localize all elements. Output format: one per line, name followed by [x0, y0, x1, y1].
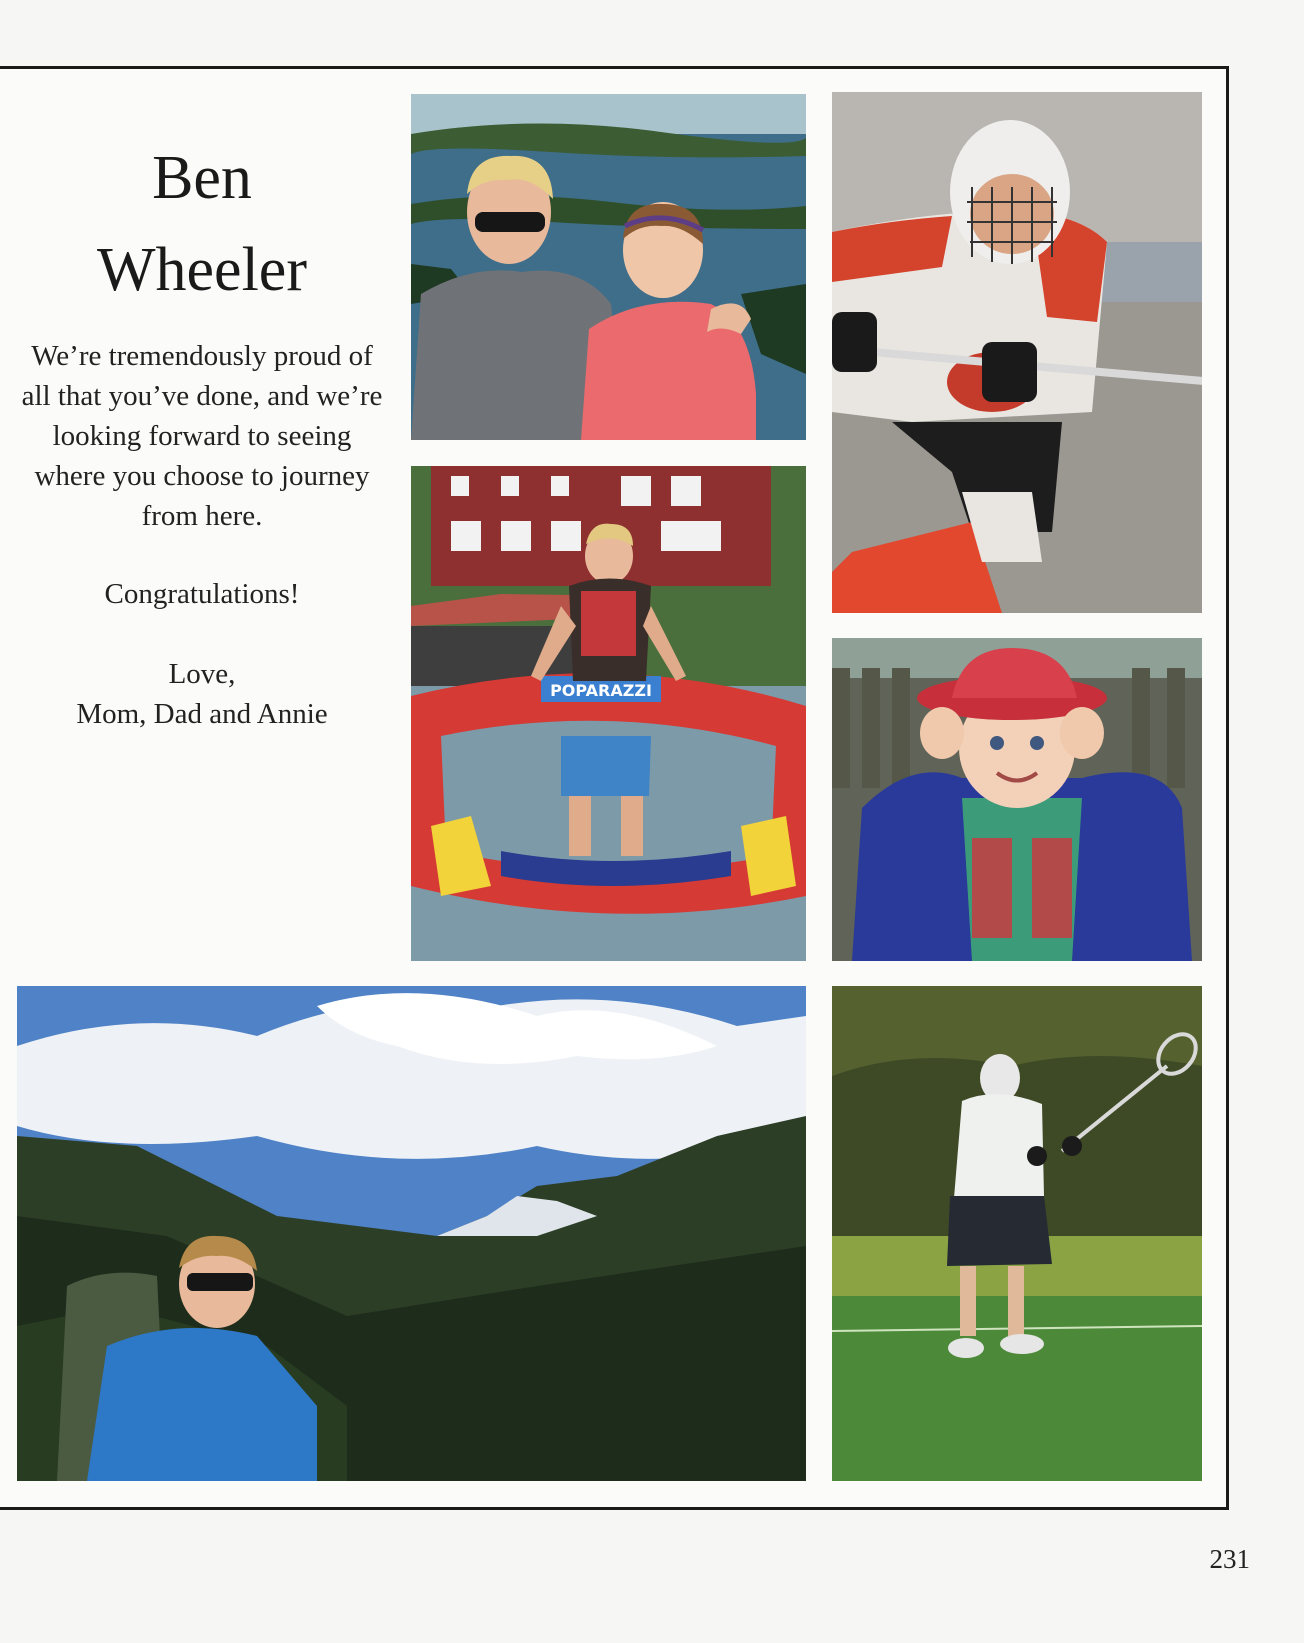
page-number: 231: [1209, 1544, 1250, 1574]
photo-water-tube: [411, 466, 806, 961]
congratulations-text: Congratulations!: [104, 578, 300, 610]
signoff-line-2: Mom, Dad and Annie: [76, 698, 328, 730]
signoff-text: [14, 654, 390, 734]
tube-label: POPARAZZI: [550, 681, 652, 700]
dedication-text: [14, 132, 390, 734]
photo-hockey-player: [832, 92, 1202, 613]
signoff-line-1: Love,: [168, 658, 236, 690]
photo-lake-couple: [411, 94, 806, 440]
message-text: We’re tremendously proud of all that you’ve done, and we’re looking forward to seeing where you choose to journey from here.: [21, 340, 383, 532]
photo-mountain-hike: [17, 986, 806, 1481]
title-last-name: Wheeler: [97, 236, 307, 304]
title-first-name: Ben: [152, 144, 252, 212]
photo-lacrosse-player: [832, 986, 1202, 1481]
page-title: [14, 132, 390, 316]
photo-toddler-hat: [832, 638, 1202, 961]
